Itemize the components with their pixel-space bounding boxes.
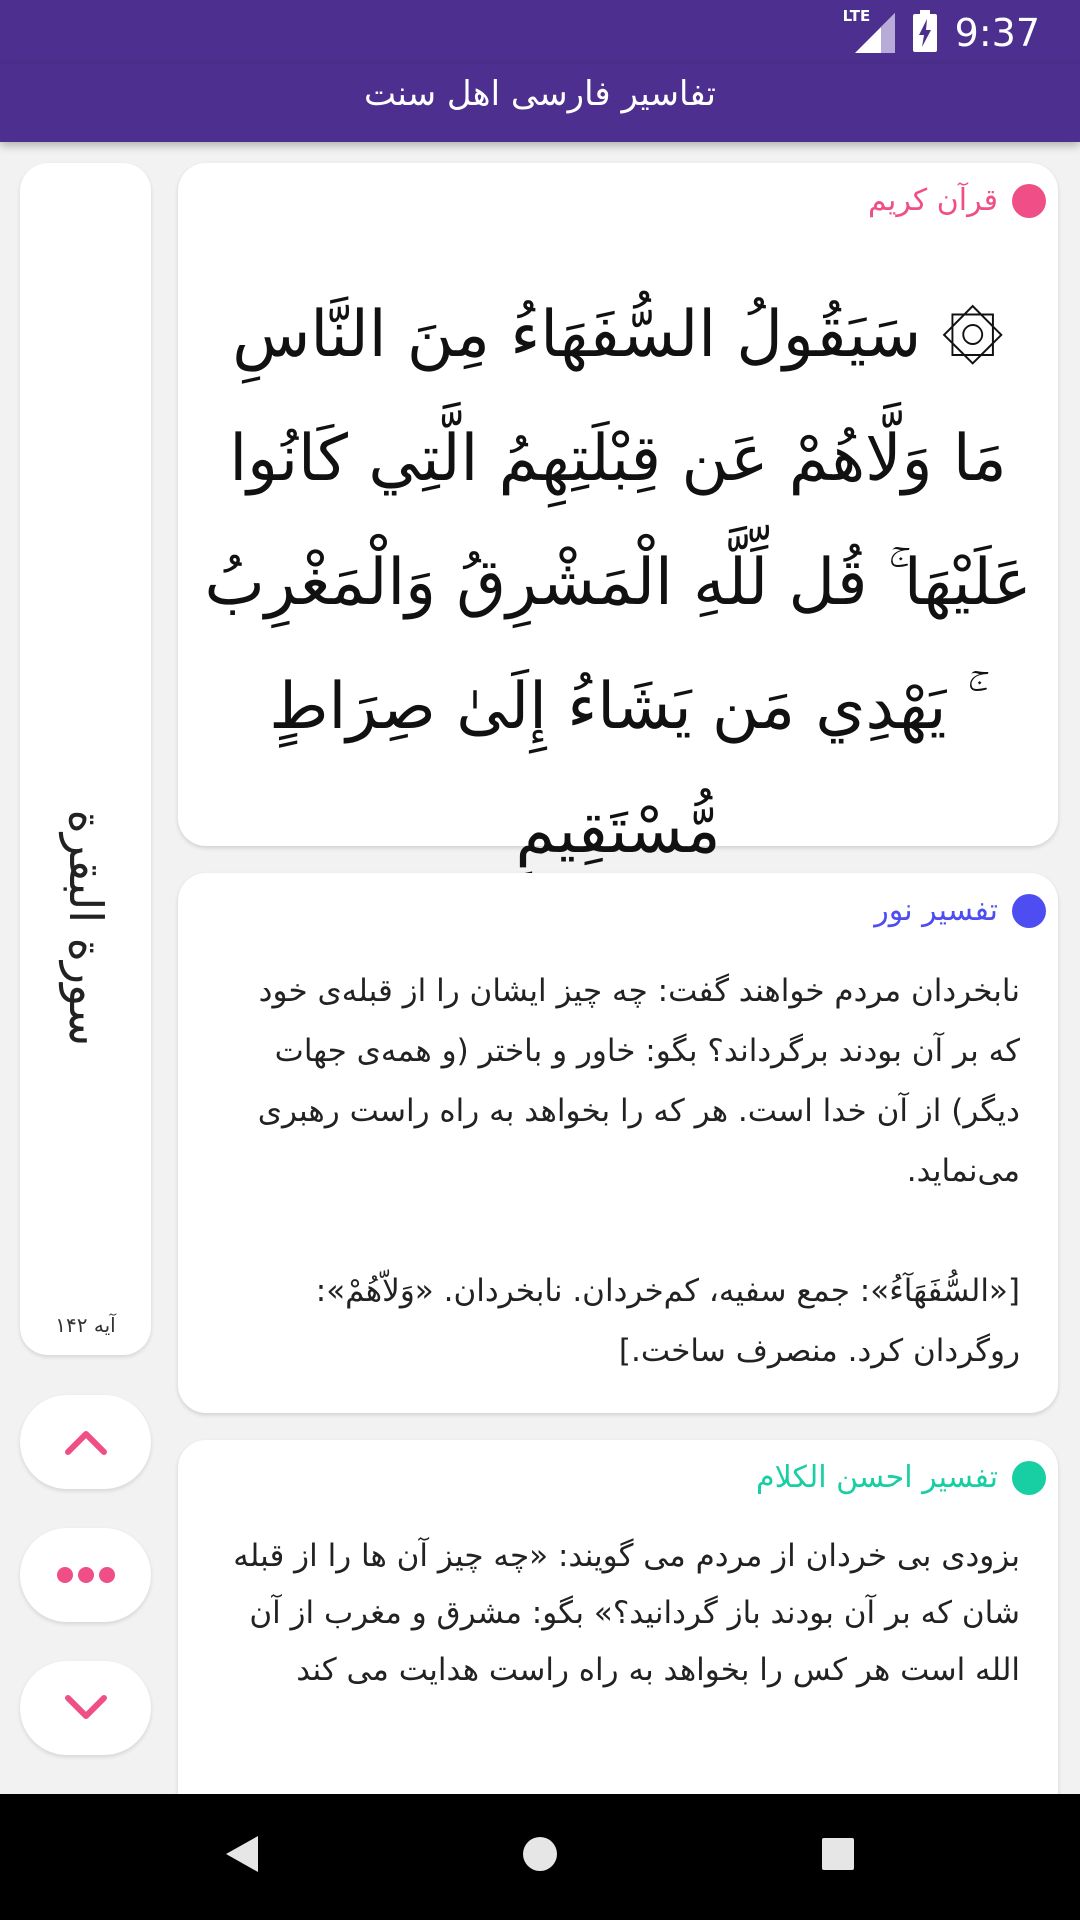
surah-side-panel[interactable] <box>20 163 151 1355</box>
surah-name: سورة البقرة <box>58 809 113 1047</box>
system-navigation-bar <box>0 1794 1080 1920</box>
status-bar <box>0 0 1080 64</box>
network-type-label: LTE <box>842 7 871 25</box>
home-circle-icon[interactable] <box>520 1834 560 1874</box>
tafsir-noor-dot-icon <box>1012 894 1046 928</box>
signal-icon <box>842 7 895 53</box>
more-dots-icon <box>56 1566 116 1584</box>
recents-square-icon[interactable] <box>820 1836 856 1872</box>
app-bar <box>0 64 1080 142</box>
status-icons <box>842 7 1040 56</box>
battery-charging-icon <box>913 10 937 56</box>
quran-dot-icon <box>1012 184 1046 218</box>
next-ayah-button[interactable] <box>20 1661 151 1755</box>
tafsir-noor-title: تفسیر نور <box>874 893 998 928</box>
previous-ayah-button[interactable] <box>20 1395 151 1489</box>
tafsir-ahsan-header <box>756 1460 1046 1495</box>
back-triangle-icon[interactable] <box>224 1834 260 1874</box>
more-options-button[interactable] <box>20 1528 151 1622</box>
chevron-down-icon <box>64 1694 108 1722</box>
quran-card <box>178 163 1058 868</box>
tafsir-noor-header <box>874 893 1046 928</box>
ayah-number: آیه ۱۴۲ <box>55 1313 116 1337</box>
tafsir-ahsan-dot-icon <box>1012 1461 1046 1495</box>
tafsir-noor-text: نابخردان مردم خواهند گفت: چه چیز ایشان را از قبله‌ی خود که بر آن بودند برگرداند؟ بگو: خاور و باختر (و همه‌ی جهات دیگر) از آن خدا است. هر که را بخواهد به راه راست رهبری می‌نماید. [«السُّفَهَآءُ»: جمع سفیه، کم‌خردان. نابخردان. «وَلاّهُمْ»: روگردان کرد. منصرف ساخت.] <box>257 973 1020 1369</box>
tafsir-ahsan-title: تفسیر احسن الکلام <box>756 1460 998 1495</box>
quran-verse: ۞ سَيَقُولُ السُّفَهَاءُ مِنَ النَّاسِ مَا وَلَّاهُمْ عَن قِبْلَتِهِمُ الَّتِي كَانُوا عَلَيْهَا ۚ قُل لِّلَّهِ الْمَشْرِقُ وَالْمَغْرِبُ ۚ يَهْدِي مَن يَشَاءُ إِلَىٰ صِرَاطٍ مُّسْتَقِيمٍ <box>204 298 1032 868</box>
quran-card-header <box>868 183 1046 218</box>
tafsir-noor-card <box>178 873 1058 1413</box>
quran-card-title: قرآن کریم <box>868 183 998 218</box>
status-time: 9:37 <box>954 11 1040 55</box>
chevron-up-icon <box>64 1428 108 1456</box>
app-title: تفاسیر فارسی اهل سنت <box>363 74 717 114</box>
tafsir-ahsan-text: بزودی بی خردان از مردم می گویند: «چه چیز آن ها را از قبله شان که بر آن بودند باز گردانید؟» بگو: مشرق و مغرب از آن الله است هر کس را بخواهد به راه راست هدایت می کند <box>233 1538 1020 1688</box>
